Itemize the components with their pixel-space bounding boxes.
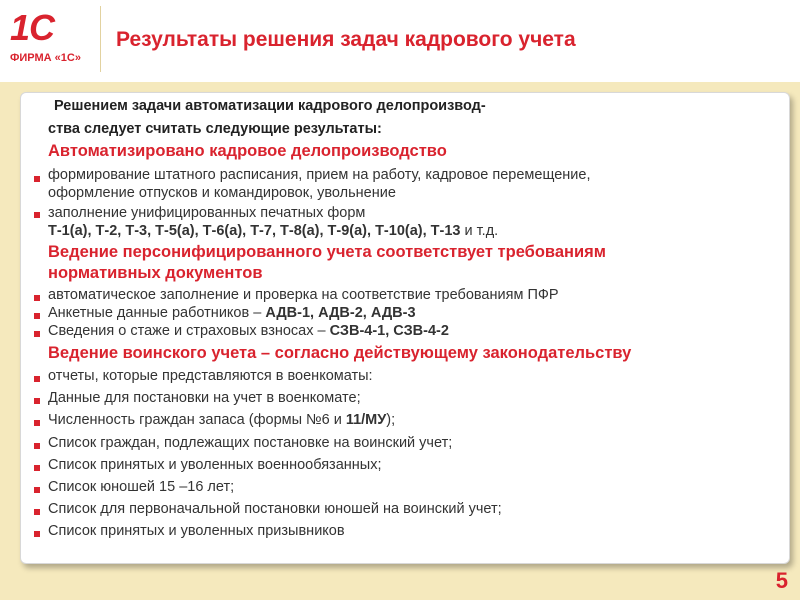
list-item: автоматическое заполнение и проверка на соответствие требованиям ПФР [48, 287, 559, 303]
list-item [48, 412, 395, 428]
intro-line-1: Решением задачи автоматизации кадрового делопроизвод- [54, 98, 486, 114]
intro-line-2: ства следует считать следующие результаты: [48, 121, 382, 137]
item-text: Численность граждан запаса (формы №6 и [48, 412, 346, 428]
list-item: формирование штатного расписания, прием на работу, кадровое перемещение, [48, 167, 591, 183]
item-forms: СЗВ-4-1, СЗВ-4-2 [329, 323, 449, 339]
company-logo [8, 8, 88, 70]
slide-title: Результаты решения задач кадрового учета [116, 28, 576, 51]
section-heading-2: Ведение персонифицированного учета соответствует требованиям [48, 243, 606, 261]
forms-list: Т-1(а), Т-2, Т-3, Т-5(а), Т-6(а), Т-7, Т-8(а), Т-9(а), Т-10(а), Т-13 [48, 223, 461, 239]
header-divider [100, 6, 101, 72]
page-number: 5 [775, 568, 788, 593]
logo-mark: 1С [10, 7, 55, 48]
bullet-icon [34, 420, 40, 426]
bullet-icon [34, 509, 40, 515]
list-item: Список граждан, подлежащих постановке на воинский учет; [48, 435, 453, 451]
list-item: Данные для постановки на учет в военкомате; [48, 390, 361, 406]
bullet-icon [34, 487, 40, 493]
list-item: заполнение унифицированных печатных форм [48, 205, 366, 221]
list-item [48, 305, 416, 321]
logo-caption: ФИРМА «1С» [10, 52, 81, 64]
item-text: Анкетные данные работников – [48, 305, 266, 321]
list-item: Список принятых и уволенных военнообязанных; [48, 457, 382, 473]
bullet-icon [34, 443, 40, 449]
forms-line [48, 223, 498, 239]
item-form: 11/МУ [345, 412, 387, 428]
list-item [48, 323, 449, 339]
forms-suffix: и т.д. [460, 223, 499, 239]
list-item: отчеты, которые представляются в военкоматы: [48, 368, 373, 384]
list-item: Список юношей 15 –16 лет; [48, 479, 235, 495]
bullet-icon [34, 295, 40, 301]
section-heading-1: Автоматизировано кадровое делопроизводство [48, 142, 447, 160]
list-item: Список принятых и уволенных призывников [48, 523, 345, 539]
list-item-continuation: оформление отпусков и командировок, увольнение [48, 185, 396, 201]
bullet-icon [34, 331, 40, 337]
item-suffix: ); [386, 412, 396, 428]
bullet-icon [34, 465, 40, 471]
item-text: Сведения о стаже и страховых взносах – [48, 323, 330, 339]
section-heading-2-continuation: нормативных документов [48, 264, 263, 282]
bullet-icon [34, 376, 40, 382]
bullet-icon [34, 212, 40, 218]
section-heading-3: Ведение воинского учета – согласно действующему законодательству [48, 344, 632, 362]
bullet-icon [34, 531, 40, 537]
bullet-icon [34, 398, 40, 404]
slide-header [0, 0, 800, 80]
item-forms: АДВ-1, АДВ-2, АДВ-3 [265, 305, 416, 321]
bullet-icon [34, 313, 40, 319]
list-item: Список для первоначальной постановки юношей на воинский учет; [48, 501, 502, 517]
bullet-icon [34, 176, 40, 182]
